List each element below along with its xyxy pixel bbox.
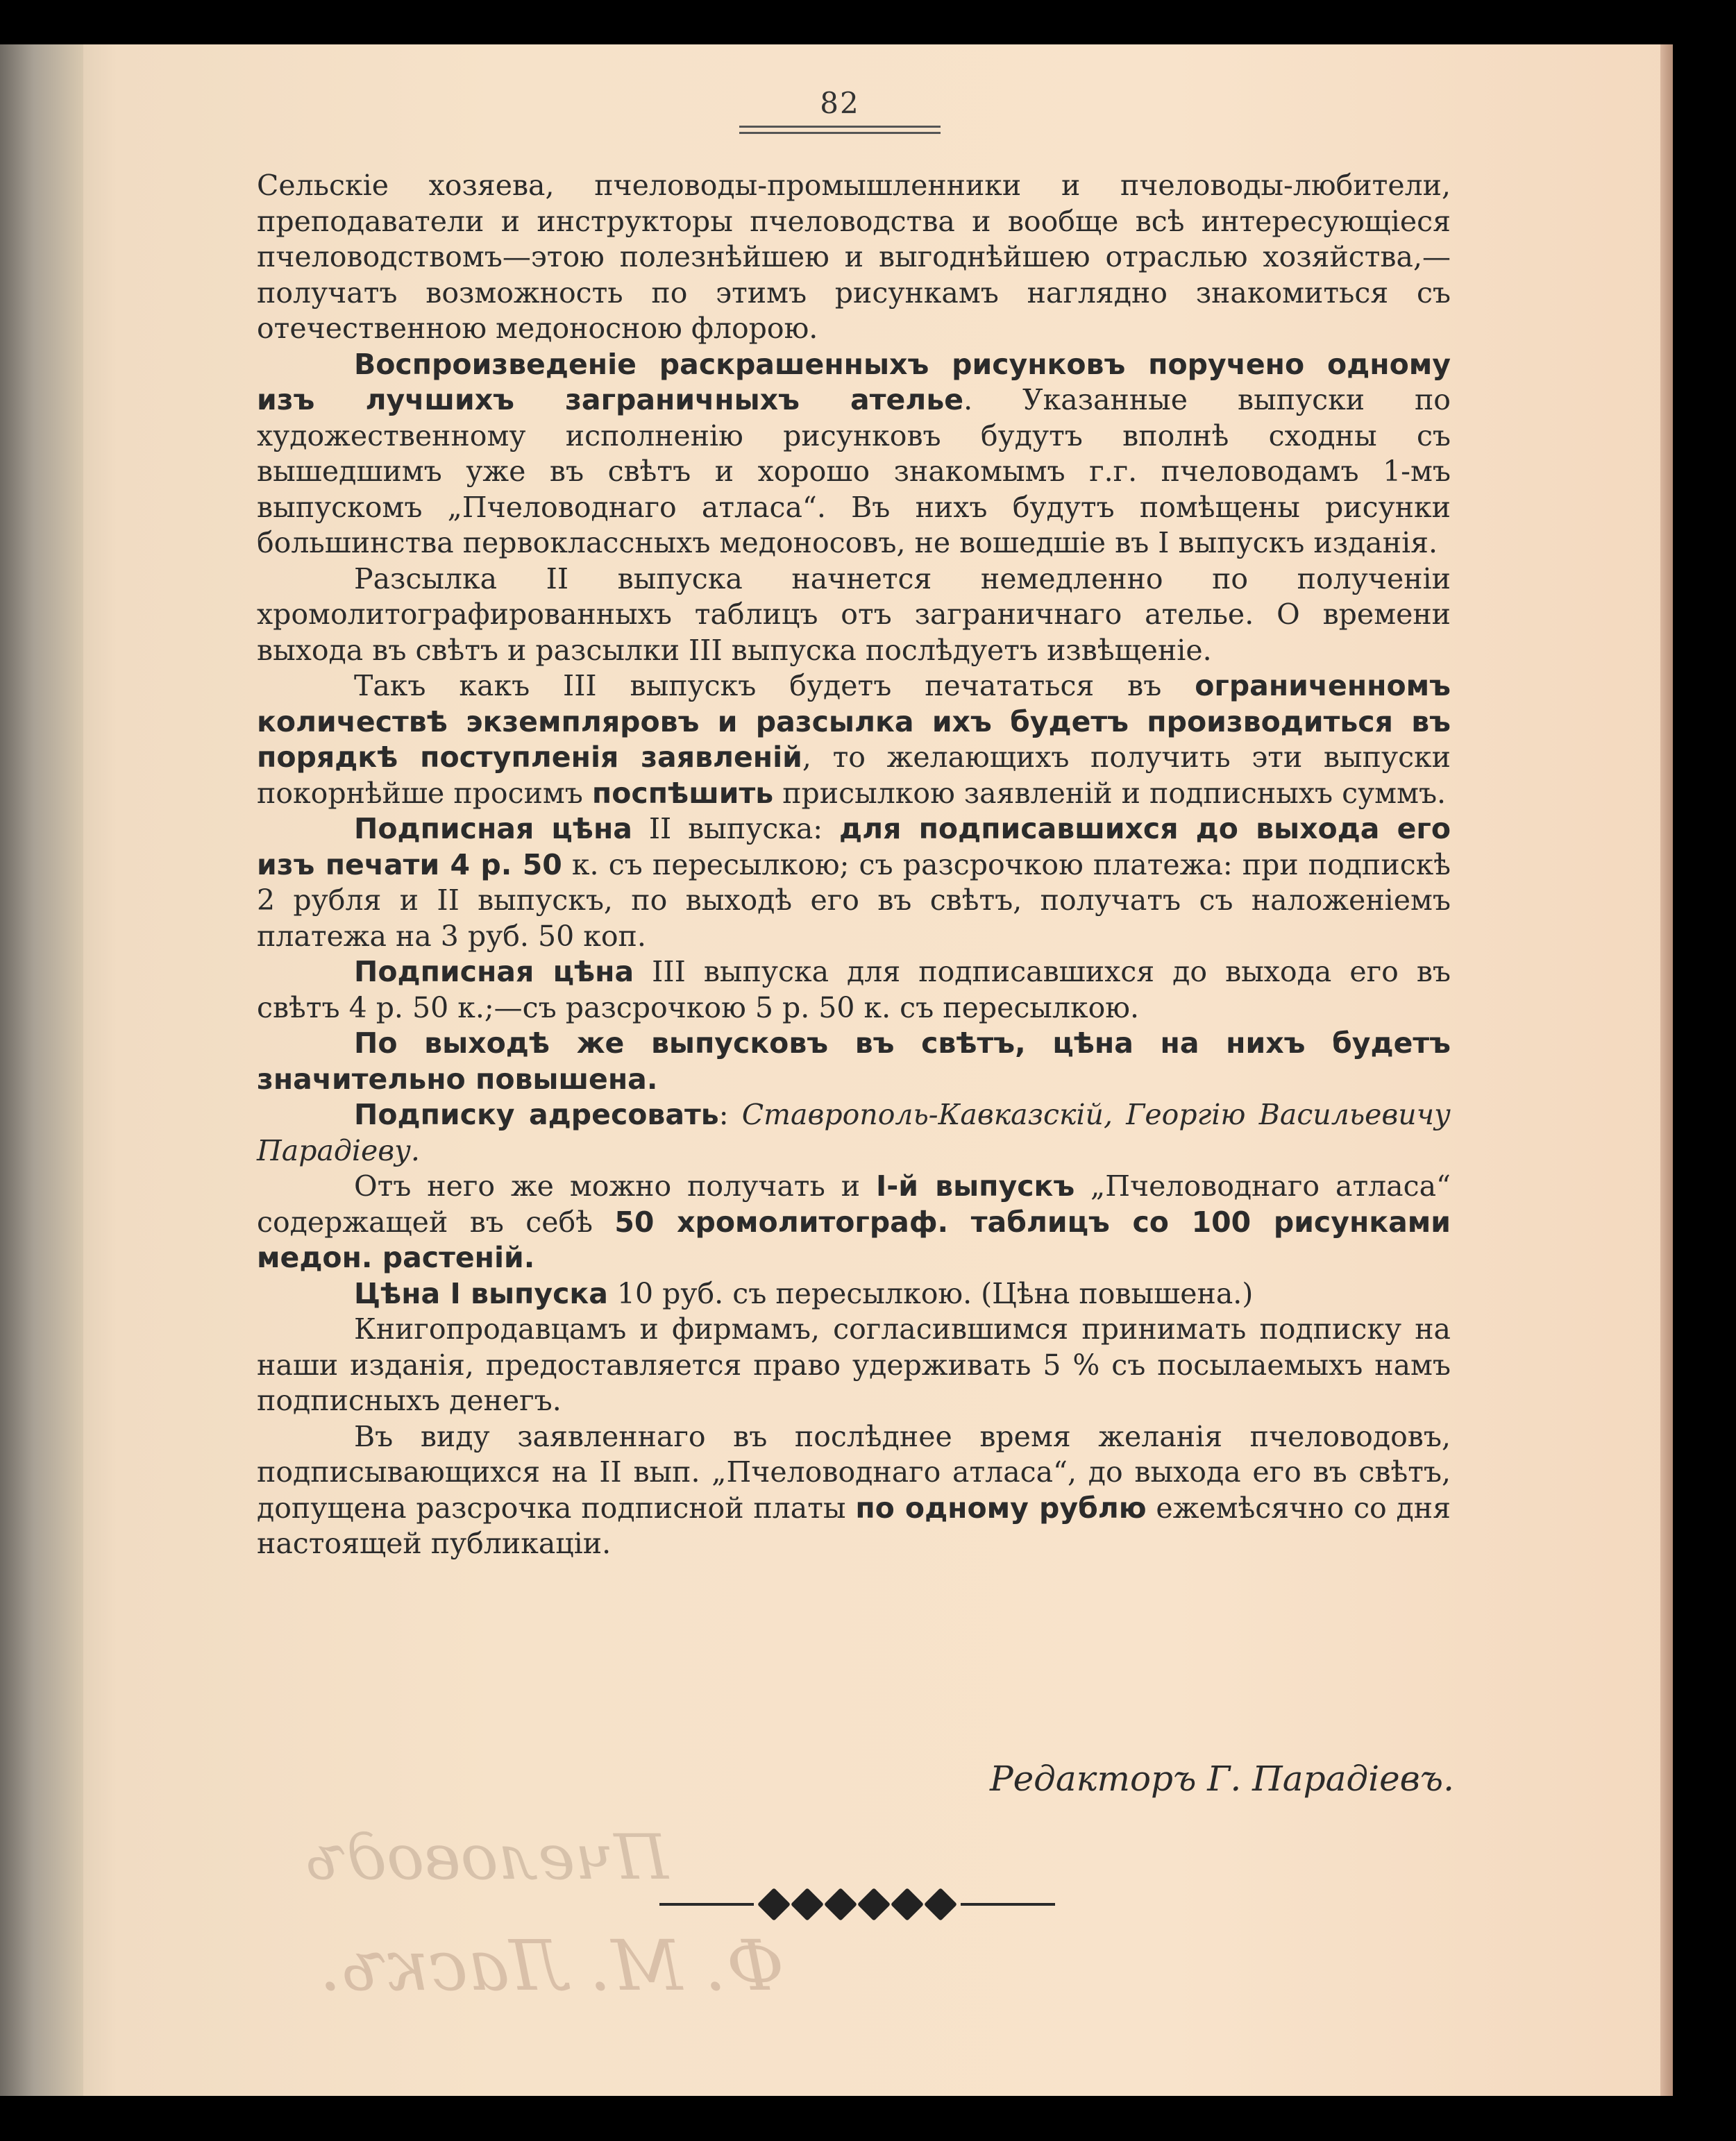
text-run: 10 руб. съ пересылкою. (Цѣна повышена.) [607,1276,1254,1310]
text-run: II выпуска: [632,812,840,845]
text-run: : [718,1098,742,1131]
bold-text: По выходѣ же выпусковъ въ свѣтъ, цѣна на нихъ будетъ значительно повышена. [257,1026,1451,1096]
text-run: , то желающихъ получить эти выпуски покорнѣйше просимъ [257,741,1451,810]
text-run: III выпуска для подписавшихся до выхода его въ свѣтъ 4 р. 50 к.;—съ разсрочкою 5 р. 50 к. съ пересылкою. [257,955,1451,1024]
bold-text: Воспроизведенiе раскрашенныхъ рисунковъ поручено одному изъ лучшихъ заграничныхъ ателье [257,347,1451,416]
bold-text: для подписавшихся до выхода его изъ печати 4 р. 50 [257,812,1451,881]
paragraph [257,668,1451,811]
text-run: присылкою заявленій и подписныхъ суммъ. [773,776,1447,810]
paragraph [257,954,1451,1026]
paragraph [257,561,1451,669]
paragraph [257,811,1451,954]
paragraph [257,1026,1451,1097]
bold-text: по одному рублю [855,1491,1147,1525]
diamond-icon [791,1888,824,1921]
paragraph [257,347,1451,561]
page-edge [1660,44,1673,2096]
bold-text: Подписная цѣна [354,955,634,988]
page-gutter-shadow [0,44,83,2096]
ornament-diamonds [754,1893,961,1916]
page-header [736,86,944,134]
diamond-icon [924,1888,957,1921]
closing-ornament [659,1884,1055,1925]
diamond-icon [824,1888,857,1921]
bold-text: Цѣна I выпуска [354,1276,608,1310]
bold-text: I-й выпускъ [875,1169,1075,1203]
diamond-icon [857,1888,891,1921]
text-run: ежемѣсячно со дня настоящей публикаціи. [257,1491,1451,1560]
text-run: Сельскіе хозяева, пчеловоды-промышленники и пчеловоды-любители, преподаватели и инструкторы пчеловодства и вообще всѣ интересующіеся пчеловодствомъ—этою полезнѣйшею и выгоднѣйшею отраслью хозяйства,—получатъ возможность по этимъ рисункамъ наглядно знакомиться съ отечественною медоносною флорою. [257,169,1451,345]
text-run: Такъ какъ III выпускъ будетъ печататься въ [354,669,1195,702]
bold-text: ограниченномъ количествѣ экземпляровъ и разсылка ихъ будетъ производиться въ порядкѣ поступленія заявленій [257,669,1451,774]
header-rule-bottom [739,132,941,134]
page-number: 82 [820,86,860,120]
text-run: Въ виду заявленнаго въ послѣднее время желанія пчеловодовъ, подписывающихся на II вып. „Пчеловоднаго атласа“, до выхода его въ свѣтъ, допущена разсрочка подписной платы [257,1419,1451,1525]
text-run: Отъ него же можно получать и [354,1169,876,1203]
diamond-icon [891,1888,924,1921]
bleed-through-signature: Ф. М. Ласкъ. [319,1925,784,2006]
bold-text: 50 хромолитограф. таблицъ со 100 рисунками медон. растеній. [257,1205,1451,1274]
ornament-line-left [659,1903,754,1906]
bold-text: Подписку адресовать [354,1098,719,1131]
editor-signature: Редакторъ Г. Парадіевъ. [989,1759,1454,1799]
bleed-through-text: Пчеловодъ [305,1821,668,1894]
bold-text: поспѣшить [591,776,774,810]
text-run: „Пчеловоднаго атласа“ содержащей въ себѣ [257,1169,1451,1239]
paragraph [257,1169,1451,1276]
paragraph [257,1097,1451,1169]
paragraph [257,168,1451,347]
article-body [257,168,1451,1562]
book-page [0,44,1673,2096]
text-run: . Указанные выпуски по художественному исполненію рисунковъ будутъ вполнѣ сходны съ вышедшимъ уже въ свѣтъ и хорошо знакомымъ г.г. пчеловодамъ 1-мъ выпускомъ „Пчеловоднаго атласа“. Въ нихъ будутъ помѣщены рисунки большинства первоклассныхъ медоносовъ, не вошедшіе въ I выпускъ изданія. [257,383,1451,559]
bold-text: Подписная цѣна [354,812,632,845]
text-run: Книгопродавцамъ и фирмамъ, согласившимся принимать подписку на наши изданія, предоставляется право удерживать 5 % съ посылаемыхъ намъ подписныхъ денегъ. [257,1312,1451,1417]
ornament-line-right [961,1903,1055,1906]
diamond-icon [757,1888,791,1921]
header-rule-top [739,126,941,128]
paragraph [257,1276,1451,1312]
paragraph [257,1312,1451,1419]
italic-text: Ставрополь-Кавказскій, Георгію Васильевичу Парадіеву. [257,1098,1451,1167]
text-run: Разсылка II выпуска начнется немедленно по полученіи хромолитографированныхъ таблицъ отъ заграничнаго ателье. О времени выхода въ свѣтъ и разсылки III выпуска послѣдуетъ извѣщеніе. [257,561,1451,667]
text-run: к. съ пересылкою; съ разсрочкою платежа: при подпискѣ 2 рубля и II выпускъ, по выходѣ его въ свѣтъ, получатъ съ наложеніемъ платежа на 3 руб. 50 коп. [257,847,1451,953]
paragraph [257,1419,1451,1562]
